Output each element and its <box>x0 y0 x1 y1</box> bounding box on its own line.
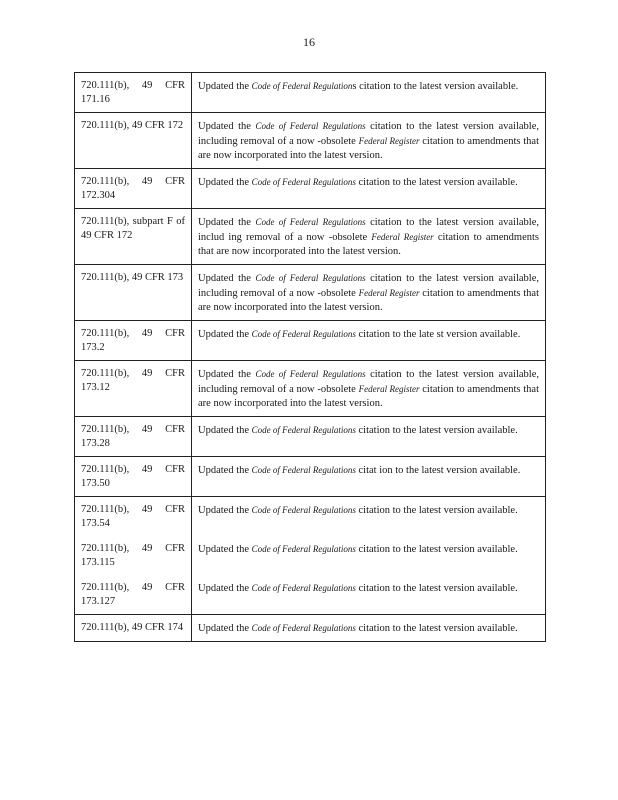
italic-title: Code of Federal Regulations <box>251 177 356 187</box>
italic-title: Code of Federal Regulations <box>255 217 366 227</box>
italic-title: Code of Federal Regulations <box>251 465 356 475</box>
section-reference-cell: 720.111(b), 49 CFR 171.16 <box>75 73 192 113</box>
italic-title: Code of Federal Regulations <box>251 329 356 339</box>
change-description-cell <box>192 575 546 615</box>
table-row <box>75 209 546 265</box>
description-text: Updated the <box>198 465 252 476</box>
italic-title: Code of Federal Regulations <box>255 273 366 283</box>
description-text: Updated the <box>198 623 252 634</box>
section-reference-cell: 720.111(b), subpart F of 49 CFR 172 <box>75 209 192 265</box>
change-description-cell <box>192 321 546 361</box>
amendments-table <box>74 72 546 642</box>
amendments-table-body <box>75 73 546 642</box>
change-description-cell <box>192 536 546 575</box>
change-description-cell <box>192 265 546 321</box>
change-description-cell <box>192 113 546 169</box>
section-reference-cell: 720.111(b), 49 CFR 173.28 <box>75 417 192 457</box>
description-text: Updated the <box>198 121 256 132</box>
table-row <box>75 536 546 575</box>
section-reference-cell: 720.111(b), 49 CFR 172 <box>75 113 192 169</box>
description-text: citation to the latest version available, includ ing removal of a now -obsolete <box>198 217 540 243</box>
description-text: citation to the latest version available. <box>355 177 518 188</box>
description-text: citation to amendments that are now incorporated into the latest version. <box>198 232 540 257</box>
page-number: 16 <box>303 35 315 49</box>
description-text: citation to the latest version available. <box>355 505 518 516</box>
table-row <box>75 321 546 361</box>
table-row <box>75 497 546 537</box>
description-text: Updated the <box>198 583 252 594</box>
description-text: citation to the latest version available. <box>355 544 518 555</box>
change-description-cell <box>192 209 546 265</box>
description-text: s citation to the latest version available. <box>352 81 519 92</box>
change-description-cell <box>192 417 546 457</box>
section-reference-cell: 720.111(b), 49 CFR 173.50 <box>75 457 192 497</box>
table-row <box>75 575 546 615</box>
italic-title: Federal Register <box>358 288 420 298</box>
description-text: citation to amendments that are now incorporated into the latest version. <box>198 136 539 161</box>
change-description-cell <box>192 73 546 113</box>
table-row <box>75 265 546 321</box>
italic-title: Code of Federal Regulations <box>251 505 356 515</box>
description-text: citation to the latest version available. <box>355 623 518 634</box>
italic-title: Code of Federal Regulations <box>251 623 356 633</box>
italic-title: Federal Register <box>358 384 420 394</box>
table-row <box>75 73 546 113</box>
section-reference-cell: 720.111(b), 49 CFR 173 <box>75 265 192 321</box>
table-row <box>75 169 546 209</box>
italic-title: Code of Federal Regulations <box>255 121 366 131</box>
italic-title: Federal Register <box>358 136 420 146</box>
change-description-cell <box>192 361 546 417</box>
description-text: citat ion to the latest version available. <box>355 465 521 476</box>
description-text: Updated the <box>198 217 256 228</box>
italic-title: Code of Federal Regulations <box>255 369 366 379</box>
description-text: citation to the latest version available, including removal of a now -obsolete <box>198 273 540 299</box>
description-text: Updated the <box>198 81 252 92</box>
section-reference-cell: 720.111(b), 49 CFR 173.12 <box>75 361 192 417</box>
description-text: Updated the <box>198 425 252 436</box>
change-description-cell <box>192 497 546 537</box>
description-text: Updated the <box>198 505 252 516</box>
italic-title: Code of Federal Regulations <box>251 425 356 435</box>
section-reference-cell: 720.111(b), 49 CFR 173.2 <box>75 321 192 361</box>
description-text: Updated the <box>198 273 256 284</box>
change-description-cell <box>192 615 546 642</box>
italic-title: Code of Federal Regulations <box>251 583 356 593</box>
description-text: citation to the latest version available. <box>355 425 518 436</box>
table-row <box>75 361 546 417</box>
section-reference-cell: 720.111(b), 49 CFR 174 <box>75 615 192 642</box>
table-row <box>75 457 546 497</box>
section-reference-cell: 720.111(b), 49 CFR 172.304 <box>75 169 192 209</box>
description-text: Updated the <box>198 177 252 188</box>
italic-title: Code of Federal Regulation <box>251 81 353 91</box>
description-text: Updated the <box>198 544 252 555</box>
change-description-cell <box>192 169 546 209</box>
description-text: citation to the latest version available, including removal of a now -obsolete <box>198 121 540 147</box>
table-row <box>75 113 546 169</box>
italic-title: Code of Federal Regulations <box>251 544 356 554</box>
table-row <box>75 417 546 457</box>
section-reference-cell: 720.111(b), 49 CFR 173.115 <box>75 536 192 575</box>
section-reference-cell: 720.111(b), 49 CFR 173.54 <box>75 497 192 537</box>
description-text: citation to the latest version available. <box>355 583 518 594</box>
description-text: citation to the late st version available. <box>355 329 521 340</box>
description-text: citation to amendments that are now incorporated into the latest version. <box>198 288 539 313</box>
description-text: citation to the latest version available, including removal of a now -obsolete <box>198 369 540 395</box>
table-row <box>75 615 546 642</box>
section-reference-cell: 720.111(b), 49 CFR 173.127 <box>75 575 192 615</box>
description-text: Updated the <box>198 369 256 380</box>
italic-title: Federal Register <box>371 232 434 242</box>
change-description-cell <box>192 457 546 497</box>
description-text: citation to amendments that are now incorporated into the latest version. <box>198 384 539 409</box>
description-text: Updated the <box>198 329 252 340</box>
